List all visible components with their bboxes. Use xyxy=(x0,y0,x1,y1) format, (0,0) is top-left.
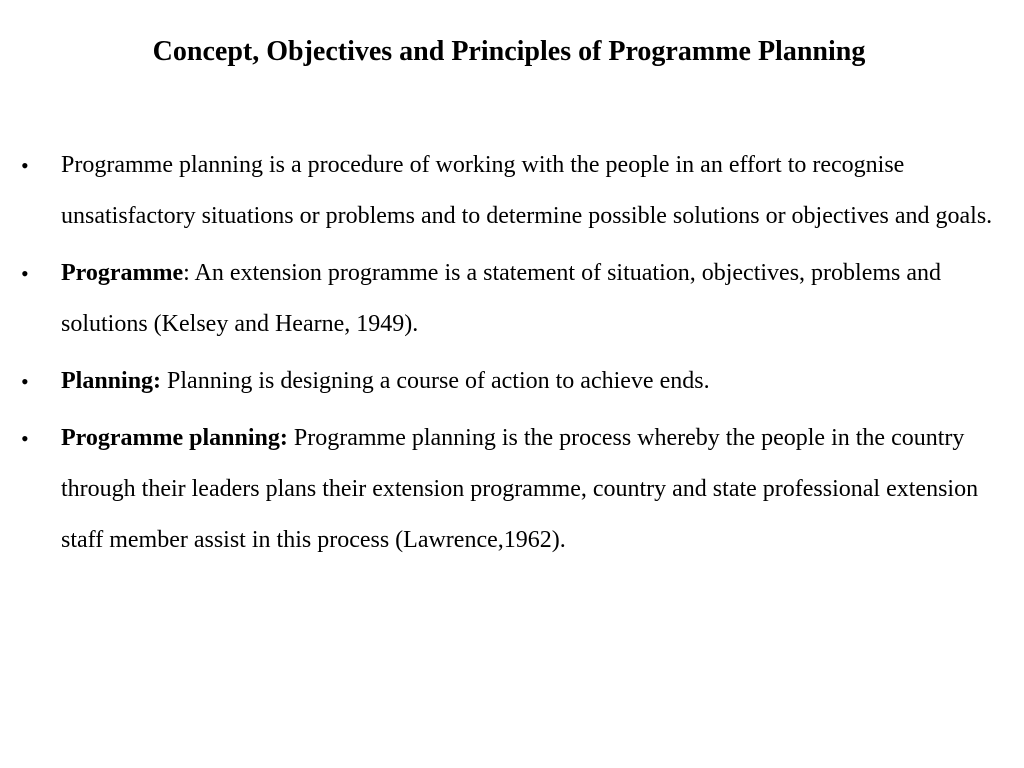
bullet-item-programme-planning xyxy=(21,413,1011,566)
bullet-term: Planning: xyxy=(61,368,162,394)
bullet-icon: • xyxy=(21,153,29,178)
bullet-icon: • xyxy=(21,261,29,286)
bullet-text: Planning is designing a course of action to achieve ends. xyxy=(161,368,710,394)
bullet-term: Programme planning: xyxy=(61,425,288,451)
bullet-text: Programme planning is a procedure of working with the people in an effort to recognise unsatisfactory situations or problems and to determine possible solutions or objectives and goals. xyxy=(61,152,993,229)
bullet-text: Programme planning is the process whereby the people in the country through their leaders plans their extension programme, country and state professional extension staff member assist in this process (Lawrence,1962). xyxy=(61,425,979,553)
slide-title: Concept, Objectives and Principles of Programme Planning xyxy=(152,36,866,67)
bullet-item-procedure xyxy=(21,140,1011,242)
bullet-item-programme xyxy=(21,248,1011,350)
bullet-item-planning xyxy=(21,356,1011,407)
bullet-icon: • xyxy=(21,426,29,451)
bullet-list xyxy=(21,140,1011,572)
bullet-icon: • xyxy=(21,369,29,394)
bullet-term: Programme xyxy=(61,260,184,286)
bullet-text: : An extension programme is a statement of situation, objectives, problems and solutions (Kelsey and Hearne, 1949). xyxy=(61,260,942,337)
